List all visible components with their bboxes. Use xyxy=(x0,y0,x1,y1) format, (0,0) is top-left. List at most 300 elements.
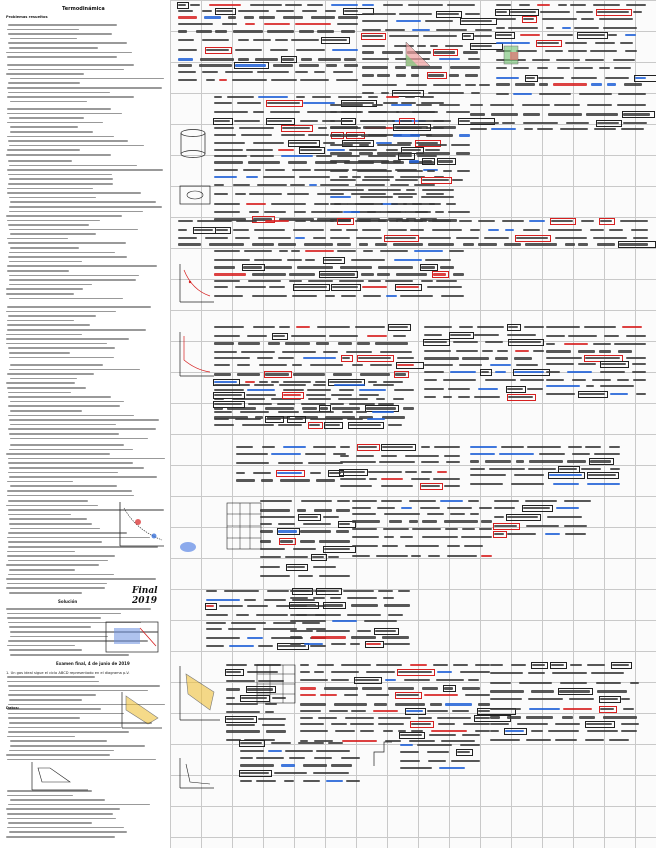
handwritten-term xyxy=(565,42,587,44)
handwritten-term xyxy=(178,58,193,60)
handwritten-term xyxy=(338,342,352,344)
handwritten-term xyxy=(424,357,459,359)
handwritten-term xyxy=(459,364,482,366)
handwritten-term xyxy=(214,96,222,98)
handwritten-term xyxy=(285,750,313,752)
handwritten-term xyxy=(226,730,260,732)
handwritten-term xyxy=(331,394,352,396)
handwritten-term xyxy=(538,77,564,79)
handwritten-term xyxy=(511,664,526,666)
handwritten-term xyxy=(585,446,600,448)
boxed-result xyxy=(381,444,416,451)
text-line xyxy=(9,699,82,701)
handwritten-term xyxy=(368,471,402,473)
handwritten-term xyxy=(474,396,500,398)
handwritten-term xyxy=(225,71,253,73)
handwritten-term xyxy=(269,286,285,288)
handwritten-term xyxy=(468,58,480,60)
handwritten-term xyxy=(409,160,419,162)
boxed-result xyxy=(394,371,409,378)
handwritten-term xyxy=(603,27,637,29)
boxed-result xyxy=(282,392,304,399)
handwritten-term xyxy=(393,134,419,136)
handwritten-term xyxy=(377,152,412,154)
handwritten-term xyxy=(546,326,580,328)
handwritten-term xyxy=(232,79,267,81)
boxed-result xyxy=(177,2,189,9)
handwritten-term xyxy=(462,687,481,689)
handwritten-term xyxy=(326,64,337,66)
text-line xyxy=(8,256,127,258)
text-line xyxy=(8,560,108,562)
handwritten-term xyxy=(421,471,432,473)
handwritten-term xyxy=(341,30,355,32)
text-line xyxy=(8,347,116,349)
handwritten-term xyxy=(540,11,569,13)
boxed-result xyxy=(321,37,350,44)
text-line xyxy=(8,405,121,407)
handwritten-term xyxy=(300,671,310,673)
handwritten-term xyxy=(366,671,395,673)
boxed-result xyxy=(281,56,297,63)
handwritten-term xyxy=(571,77,597,79)
handwritten-term xyxy=(314,509,333,511)
handwritten-term xyxy=(425,20,452,22)
boxed-result xyxy=(388,324,412,331)
handwritten-term xyxy=(447,4,475,6)
handwritten-term xyxy=(610,468,620,470)
handwritten-term xyxy=(423,35,456,37)
pv-chart-lower xyxy=(118,690,164,730)
handwritten-term xyxy=(475,29,492,31)
handwritten-term xyxy=(377,507,395,509)
handwritten-term xyxy=(462,357,488,359)
handwritten-term xyxy=(289,280,302,282)
handwritten-term xyxy=(245,381,255,383)
boxed-result xyxy=(599,706,617,713)
handwritten-term xyxy=(271,79,296,81)
handwritten-term xyxy=(593,4,619,6)
handwritten-term xyxy=(496,4,511,6)
boxed-result xyxy=(585,721,616,728)
text-line xyxy=(9,352,70,354)
handwritten-term xyxy=(339,176,348,178)
handwritten-term xyxy=(623,122,647,124)
boxed-result xyxy=(436,11,462,18)
handwritten-term xyxy=(620,220,648,222)
handwritten-term xyxy=(363,126,385,128)
text-line xyxy=(7,113,122,115)
boxed-result xyxy=(293,284,330,291)
handwritten-term xyxy=(311,16,335,18)
text-line xyxy=(8,160,73,162)
handwritten-term xyxy=(281,134,305,136)
handwritten-term xyxy=(514,357,532,359)
text-line xyxy=(9,569,75,571)
handwritten-term xyxy=(443,170,453,172)
handwritten-term xyxy=(178,16,197,18)
handwritten-term xyxy=(519,682,552,684)
text-line xyxy=(9,523,92,525)
handwritten-term xyxy=(233,30,263,32)
handwritten-term xyxy=(410,664,427,666)
handwritten-term xyxy=(385,679,396,681)
handwritten-term xyxy=(406,189,415,191)
handwritten-term xyxy=(591,83,602,85)
handwritten-term xyxy=(300,79,329,81)
handwritten-term xyxy=(562,716,574,718)
handwritten-term xyxy=(446,461,460,463)
handwritten-term xyxy=(388,229,406,231)
handwritten-term xyxy=(381,92,389,94)
handwritten-term xyxy=(444,520,478,522)
text-line xyxy=(8,822,92,824)
handwritten-term xyxy=(378,590,394,592)
handwritten-term xyxy=(428,220,450,222)
handwritten-term xyxy=(303,780,320,782)
handwritten-term xyxy=(495,371,505,373)
text-line xyxy=(7,64,134,66)
handwritten-term xyxy=(209,4,241,6)
handwritten-term xyxy=(283,446,306,448)
handwritten-term xyxy=(618,350,632,352)
boxed-result xyxy=(264,371,292,378)
handwritten-term xyxy=(289,273,315,275)
handwritten-term xyxy=(317,664,335,666)
handwritten-term xyxy=(587,730,618,732)
handwritten-term xyxy=(456,152,470,154)
handwritten-term xyxy=(399,13,431,15)
text-line xyxy=(10,745,145,747)
boxed-result xyxy=(215,227,231,234)
text-line xyxy=(8,174,112,176)
handwritten-term xyxy=(290,184,305,186)
handwritten-term xyxy=(246,394,276,396)
handwritten-term xyxy=(206,599,240,601)
boxed-result xyxy=(522,505,553,512)
handwritten-term xyxy=(576,11,593,13)
handwritten-term xyxy=(360,373,389,375)
text-line xyxy=(8,694,96,696)
text-line xyxy=(9,433,119,435)
document-subtitle: Problemas resueltos xyxy=(6,15,48,19)
handwritten-term xyxy=(338,16,358,18)
text-line xyxy=(9,750,114,752)
handwritten-term xyxy=(424,326,452,328)
boxed-result xyxy=(589,458,614,465)
text-line xyxy=(9,626,92,628)
handwritten-term xyxy=(316,630,349,632)
handwritten-term xyxy=(381,478,403,480)
left-text-column xyxy=(0,0,170,848)
text-line xyxy=(7,149,81,151)
handwritten-term xyxy=(362,4,374,6)
handwritten-term xyxy=(481,520,492,522)
blob-figure xyxy=(178,540,198,554)
handwritten-term xyxy=(420,96,434,98)
text-line xyxy=(10,201,156,203)
handwritten-term xyxy=(383,528,408,530)
pv-chart-bottom xyxy=(30,760,90,792)
handwritten-term xyxy=(597,690,627,692)
handwritten-term xyxy=(430,703,442,705)
handwritten-term xyxy=(449,74,459,76)
handwritten-term xyxy=(295,23,331,25)
handwritten-term xyxy=(505,229,514,231)
handwritten-term xyxy=(197,220,232,222)
handwritten-term xyxy=(384,536,393,538)
boxed-result xyxy=(337,218,354,225)
handwritten-term xyxy=(579,716,595,718)
handwritten-term xyxy=(470,468,485,470)
handwritten-term xyxy=(633,379,646,381)
handwritten-term xyxy=(256,757,284,759)
handwritten-term xyxy=(362,20,388,22)
handwritten-term xyxy=(587,104,613,106)
boxed-result xyxy=(316,588,341,595)
text-line xyxy=(9,145,145,147)
handwritten-term xyxy=(632,363,646,365)
handwritten-term xyxy=(178,220,193,222)
handwritten-term xyxy=(391,203,407,205)
boxed-result xyxy=(550,662,567,669)
handwritten-term xyxy=(474,35,492,37)
handwritten-term xyxy=(331,643,347,645)
handwritten-term xyxy=(274,772,307,774)
text-line xyxy=(9,178,113,180)
text-line xyxy=(7,270,69,272)
handwritten-term xyxy=(285,4,302,6)
handwritten-term xyxy=(352,520,380,522)
boxed-result xyxy=(266,100,302,107)
handwritten-term xyxy=(579,93,612,95)
text-line xyxy=(6,311,115,313)
boxed-result xyxy=(225,716,257,723)
handwritten-term xyxy=(280,479,310,481)
handwritten-term xyxy=(305,259,315,261)
handwritten-term xyxy=(295,237,305,239)
handwritten-term xyxy=(362,51,374,53)
handwritten-term xyxy=(312,96,331,98)
handwritten-term xyxy=(393,193,417,195)
handwritten-term xyxy=(214,286,228,288)
handwritten-term xyxy=(470,104,483,106)
handwritten-term xyxy=(364,176,394,178)
handwritten-term xyxy=(412,29,430,31)
handwritten-term xyxy=(511,483,544,485)
handwritten-term xyxy=(451,144,470,146)
handwritten-term xyxy=(532,59,550,61)
handwritten-term xyxy=(178,237,197,239)
handwritten-term xyxy=(375,342,408,344)
handwritten-term xyxy=(355,220,386,222)
handwritten-term xyxy=(178,49,197,51)
handwritten-term xyxy=(300,679,328,681)
handwritten-term xyxy=(491,113,518,115)
handwritten-term xyxy=(507,716,521,718)
text-line xyxy=(8,415,134,417)
exam-intro: 1. Un gas ideal sigue el ciclo ABCD representado en el diagrama p-V. xyxy=(6,671,130,675)
handwritten-term xyxy=(307,4,323,6)
handwritten-term xyxy=(341,664,371,666)
handwritten-term xyxy=(393,160,401,162)
handwritten-term xyxy=(386,149,398,151)
handwritten-term xyxy=(277,403,295,405)
handwritten-term xyxy=(424,364,453,366)
handwritten-term xyxy=(304,643,323,645)
handwritten-term xyxy=(259,16,275,18)
handwritten-term xyxy=(529,460,563,462)
handwritten-term xyxy=(470,460,479,462)
handwritten-term xyxy=(494,516,504,518)
text-line xyxy=(9,298,123,300)
handwritten-term xyxy=(268,342,280,344)
handwritten-term xyxy=(617,104,646,106)
handwritten-term xyxy=(394,259,422,261)
handwritten-term xyxy=(326,780,343,782)
handwritten-term xyxy=(271,453,301,455)
handwritten-term xyxy=(331,764,352,766)
handwritten-term xyxy=(574,27,598,29)
handwritten-term xyxy=(450,371,476,373)
handwritten-term xyxy=(488,229,499,231)
handwritten-term xyxy=(496,83,510,85)
handwritten-term xyxy=(307,389,331,391)
pv-diagram-lower xyxy=(176,664,222,724)
handwritten-term xyxy=(178,64,192,66)
handwritten-term xyxy=(246,176,258,178)
handwritten-term xyxy=(396,20,421,22)
handwritten-term xyxy=(581,18,595,20)
text-line xyxy=(7,136,114,138)
handwritten-term xyxy=(200,58,234,60)
handwritten-term xyxy=(293,229,324,231)
handwritten-term xyxy=(478,220,495,222)
handwritten-term xyxy=(249,193,282,195)
text-line xyxy=(9,419,160,421)
handwritten-term xyxy=(300,730,328,732)
handwritten-term xyxy=(344,64,358,66)
handwritten-term xyxy=(313,772,349,774)
handwritten-term xyxy=(265,266,292,268)
handwritten-term xyxy=(331,671,359,673)
handwritten-term xyxy=(308,280,332,282)
text-line xyxy=(9,279,135,281)
boxed-result xyxy=(577,32,608,39)
handwritten-term xyxy=(336,509,350,511)
handwritten-term xyxy=(527,388,543,390)
handwritten-term xyxy=(214,373,231,375)
handwritten-term xyxy=(214,424,234,426)
handwritten-term xyxy=(235,49,261,51)
handwritten-term xyxy=(546,363,574,365)
text-line xyxy=(10,424,116,426)
handwritten-term xyxy=(566,122,589,124)
handwritten-term xyxy=(330,189,364,191)
handwritten-term xyxy=(374,703,387,705)
handwritten-term xyxy=(204,16,221,18)
step-diagram xyxy=(370,736,396,770)
boxed-result xyxy=(493,523,520,530)
handwritten-term xyxy=(560,682,587,684)
handwritten-term xyxy=(300,120,318,122)
handwritten-term xyxy=(609,739,629,741)
handwritten-term xyxy=(435,211,444,213)
text-line xyxy=(10,410,82,412)
handwritten-term xyxy=(238,58,249,60)
handwritten-term xyxy=(459,134,470,136)
handwritten-term xyxy=(555,237,587,239)
text-line xyxy=(8,514,72,516)
handwritten-term xyxy=(214,161,243,163)
text-line xyxy=(10,444,125,446)
text-line xyxy=(10,233,97,235)
handwritten-term xyxy=(267,590,289,592)
text-line xyxy=(8,500,88,502)
text-line xyxy=(6,564,99,566)
text-line xyxy=(8,69,124,71)
handwritten-term xyxy=(244,250,273,252)
handwritten-term xyxy=(605,77,630,79)
handwritten-term xyxy=(440,266,454,268)
text-line xyxy=(6,288,83,290)
handwritten-term xyxy=(394,389,414,391)
handwritten-term xyxy=(429,203,441,205)
handwritten-term xyxy=(253,142,284,144)
handwritten-term xyxy=(568,446,582,448)
text-line xyxy=(8,242,127,244)
handwritten-term xyxy=(359,243,368,245)
handwritten-term xyxy=(332,49,358,51)
handwritten-term xyxy=(320,694,336,696)
handwritten-term xyxy=(499,453,534,455)
boxed-result xyxy=(507,394,536,401)
handwritten-term xyxy=(438,723,455,725)
handwritten-term xyxy=(214,259,250,261)
handwritten-term xyxy=(240,750,264,752)
handwritten-term xyxy=(621,128,644,130)
handwritten-term xyxy=(475,730,490,732)
handwritten-term xyxy=(260,548,285,550)
text-line xyxy=(7,708,100,710)
handwritten-term xyxy=(613,59,635,61)
text-line xyxy=(9,592,82,594)
handwritten-term xyxy=(440,500,463,502)
handwritten-term xyxy=(209,243,244,245)
handwritten-term xyxy=(382,636,408,638)
handwritten-term xyxy=(433,478,460,480)
text-line xyxy=(8,717,80,719)
handwritten-term xyxy=(389,220,397,222)
handwritten-term xyxy=(355,326,384,328)
handwritten-term xyxy=(290,643,301,645)
text-line xyxy=(8,727,121,729)
text-line xyxy=(7,555,115,557)
text-line xyxy=(7,320,73,322)
handwritten-term xyxy=(405,455,440,457)
handwritten-term xyxy=(238,342,260,344)
boxed-result xyxy=(456,749,472,756)
handwritten-term xyxy=(373,710,398,712)
handwritten-term xyxy=(300,710,321,712)
handwritten-term xyxy=(246,203,266,205)
handwritten-term xyxy=(523,122,558,124)
handwritten-term xyxy=(248,280,281,282)
handwritten-term xyxy=(556,507,579,509)
handwritten-term xyxy=(313,446,336,448)
handwritten-term xyxy=(405,96,414,98)
handwritten-term xyxy=(309,184,317,186)
